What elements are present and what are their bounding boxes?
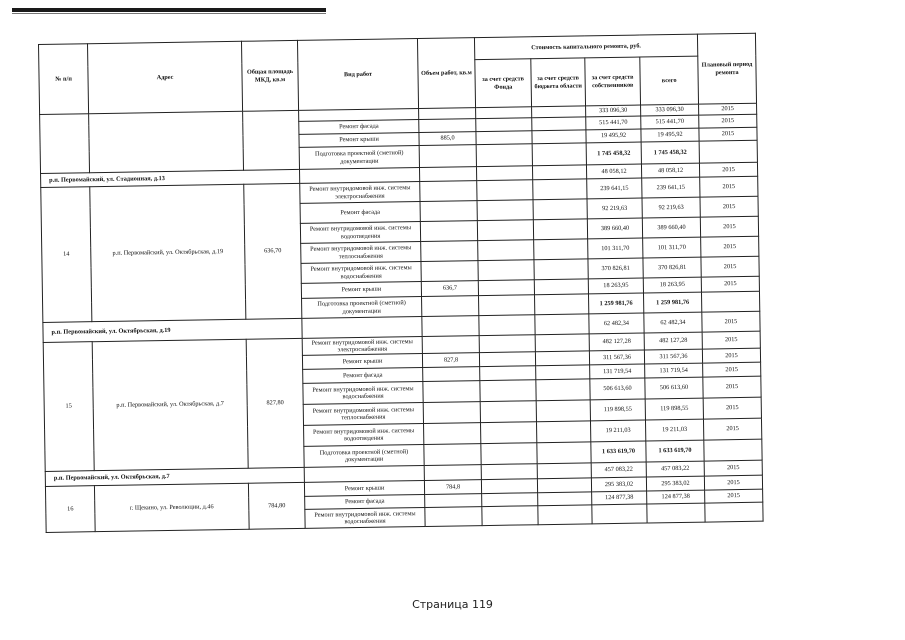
period-cell: 2015 bbox=[700, 196, 758, 217]
period-cell: 2015 bbox=[700, 216, 758, 237]
header-region: за счет средств бюджета области bbox=[531, 58, 586, 107]
owners-cell: 101 311,70 bbox=[588, 238, 643, 259]
total-cell: 389 660,40 bbox=[642, 217, 700, 238]
work-cell: Ремонт внутридомовой инж. системы электроснабжения bbox=[302, 337, 422, 356]
header-num: № п/п bbox=[39, 44, 89, 115]
total-cell: 239 641,15 bbox=[642, 177, 700, 198]
document-sheet bbox=[38, 33, 764, 533]
owners-cell: 1 633 619,70 bbox=[591, 441, 646, 463]
work-cell: Ремонт крыши bbox=[302, 354, 422, 370]
work-cell: Подготовка проектной (сметной) документации bbox=[299, 146, 419, 170]
subtotal-address: р.п. Первомайский, ул. Стадионная, д.13 bbox=[41, 169, 300, 187]
period-cell: 2015 bbox=[703, 397, 761, 419]
header-address: Адрес bbox=[88, 41, 243, 113]
total-cell: 19 495,92 bbox=[641, 128, 699, 142]
header-owners: за счет средств собственников bbox=[585, 57, 641, 106]
owners-cell: 124 877,38 bbox=[592, 491, 647, 505]
owners-cell: 311 567,36 bbox=[589, 350, 644, 365]
period-cell: 2015 bbox=[702, 348, 760, 363]
header-work-type: Вид работ bbox=[297, 39, 418, 111]
total-cell: 62 482,34 bbox=[644, 312, 702, 333]
work-cell: Ремонт внутридомовой инж. системы электроснабжения bbox=[300, 182, 420, 204]
row-number: 16 bbox=[45, 486, 95, 533]
page-number: Страница 119 bbox=[412, 598, 493, 611]
total-cell: 333 096,30 bbox=[641, 104, 699, 116]
owners-cell: 515 441,70 bbox=[586, 116, 641, 130]
period-cell: 2015 bbox=[705, 489, 763, 503]
total-cell: 19 211,03 bbox=[645, 419, 703, 441]
work-cell: Ремонт крыши bbox=[304, 480, 424, 496]
owners-cell: 131 719,54 bbox=[590, 364, 645, 379]
owners-cell: 62 482,34 bbox=[589, 313, 644, 334]
work-cell: Ремонт крыши bbox=[299, 133, 419, 148]
address-cell: р.п. Первомайский, ул. Октябрьская, д.19 bbox=[90, 184, 246, 321]
header-cost-group: Стоимость капитального ремонта, руб. bbox=[474, 34, 697, 60]
work-cell: Ремонт фасада bbox=[305, 494, 425, 509]
total-cell: 1 259 981,76 bbox=[643, 292, 701, 313]
row-number: 14 bbox=[41, 187, 92, 323]
period-cell: 2015 bbox=[704, 460, 762, 476]
owners-cell: 295 383,02 bbox=[591, 477, 646, 492]
owners-cell: 1 745 458,32 bbox=[586, 142, 641, 165]
total-cell: 1 745 458,32 bbox=[641, 141, 699, 164]
total-cell: 131 719,54 bbox=[645, 363, 703, 378]
period-cell: 2015 bbox=[703, 418, 761, 440]
total-cell: 482 127,28 bbox=[644, 332, 702, 350]
owners-cell: 92 219,63 bbox=[587, 198, 642, 219]
scan-top-line bbox=[12, 13, 326, 14]
work-cell: Ремонт внутридомовой инж. системы водоснабжения bbox=[305, 507, 425, 528]
work-cell: Подготовка проектной (сметной) документации bbox=[302, 297, 422, 319]
volume-cell: 827,8 bbox=[422, 353, 479, 368]
total-cell: 48 058,12 bbox=[641, 163, 699, 178]
owners-cell: 48 058,12 bbox=[586, 164, 641, 179]
address-cell: г. Щекино, ул. Революции, д.46 bbox=[94, 483, 249, 531]
total-cell: 506 613,60 bbox=[645, 377, 703, 399]
work-cell: Ремонт внутридомовой инж. системы водоснабжения bbox=[301, 262, 421, 284]
owners-cell: 1 259 981,76 bbox=[588, 293, 643, 314]
header-volume: Объем работ, кв.м bbox=[417, 38, 475, 109]
period-cell: 2015 bbox=[700, 176, 758, 197]
total-cell: 119 898,55 bbox=[645, 398, 703, 420]
repair-table bbox=[38, 33, 764, 533]
owners-cell: 333 096,30 bbox=[586, 105, 641, 117]
total-cell: 515 441,70 bbox=[641, 115, 699, 129]
total-cell: 457 083,22 bbox=[646, 461, 704, 477]
period-cell: 2015 bbox=[701, 256, 759, 277]
period-cell: 2015 bbox=[702, 311, 760, 332]
header-area: Общая площадь МКД, кв.м bbox=[241, 40, 298, 111]
owners-cell: 239 641,15 bbox=[587, 178, 642, 199]
total-cell: 92 219,63 bbox=[642, 197, 700, 218]
header-fund: за счет средств Фонда bbox=[475, 59, 532, 108]
period-cell: 2015 bbox=[702, 331, 760, 349]
area-cell: 827,80 bbox=[246, 338, 304, 468]
work-cell: Ремонт фасада bbox=[303, 367, 423, 383]
subtotal-address: р.п. Первомайский, ул. Октябрьская, д.19 bbox=[43, 318, 302, 342]
owners-cell: 19 211,03 bbox=[590, 420, 645, 442]
owners-cell: 370 826,81 bbox=[588, 258, 643, 279]
work-cell: Ремонт внутридомовой инж. системы теплоснабжения bbox=[303, 402, 423, 425]
owners-cell: 457 083,22 bbox=[591, 462, 646, 478]
total-cell: 311 567,36 bbox=[644, 349, 702, 364]
period-cell: 2015 bbox=[703, 376, 761, 398]
owners-cell: 19 495,92 bbox=[586, 129, 641, 143]
period-cell: 2015 bbox=[703, 362, 761, 377]
work-cell: Ремонт фасада bbox=[300, 202, 420, 224]
total-cell: 295 383,02 bbox=[646, 476, 704, 491]
total-cell: 1 633 619,70 bbox=[646, 440, 704, 462]
header-period: Плановый период ремонта bbox=[697, 33, 756, 104]
total-cell: 124 877,38 bbox=[647, 490, 705, 504]
owners-cell: 18 263,95 bbox=[588, 278, 643, 294]
work-cell: Подготовка проектной (сметной) документации bbox=[304, 444, 424, 467]
scan-top-bar bbox=[12, 8, 326, 12]
owners-cell: 482 127,28 bbox=[589, 333, 644, 351]
address-cell: р.п. Первомайский, ул. Октябрьская, д.7 bbox=[92, 339, 248, 470]
work-cell: Ремонт внутридомовой инж. системы теплоснабжения bbox=[301, 242, 421, 264]
volume-cell: 885,0 bbox=[419, 132, 476, 146]
period-cell: 2015 bbox=[701, 236, 759, 257]
owners-cell: 506 613,60 bbox=[590, 378, 645, 400]
subtotal-address: р.п. Первомайский, ул. Октябрьская, д.7 bbox=[45, 467, 304, 486]
volume-cell: 636,7 bbox=[421, 281, 478, 297]
header-total: всего bbox=[640, 56, 699, 105]
period-cell: 2015 bbox=[699, 114, 757, 128]
total-cell: 101 311,70 bbox=[643, 237, 701, 258]
period-cell: 2015 bbox=[699, 127, 757, 141]
total-cell: 18 263,95 bbox=[643, 277, 701, 293]
row-number: 15 bbox=[43, 342, 94, 472]
total-cell: 370 826,81 bbox=[643, 257, 701, 278]
period-cell: 2015 bbox=[699, 162, 757, 177]
area-cell: 636,70 bbox=[244, 183, 302, 319]
work-cell: Ремонт фасада bbox=[299, 120, 419, 135]
volume-cell: 784,8 bbox=[424, 480, 481, 495]
period-cell: 2015 bbox=[699, 103, 757, 115]
period-cell: 2015 bbox=[701, 276, 759, 292]
owners-cell: 389 660,40 bbox=[587, 218, 642, 239]
period-cell: 2015 bbox=[704, 475, 762, 490]
owners-cell: 119 898,55 bbox=[590, 399, 645, 421]
area-cell: 784,80 bbox=[248, 482, 305, 529]
work-cell: Ремонт крыши bbox=[301, 282, 421, 299]
work-cell: Ремонт внутридомовой инж. системы водоснабжения bbox=[303, 381, 423, 404]
work-cell: Ремонт внутридомовой инж. системы водоотведения bbox=[304, 423, 424, 446]
work-cell: Ремонт внутридомовой инж. системы водоотведения bbox=[300, 222, 420, 244]
